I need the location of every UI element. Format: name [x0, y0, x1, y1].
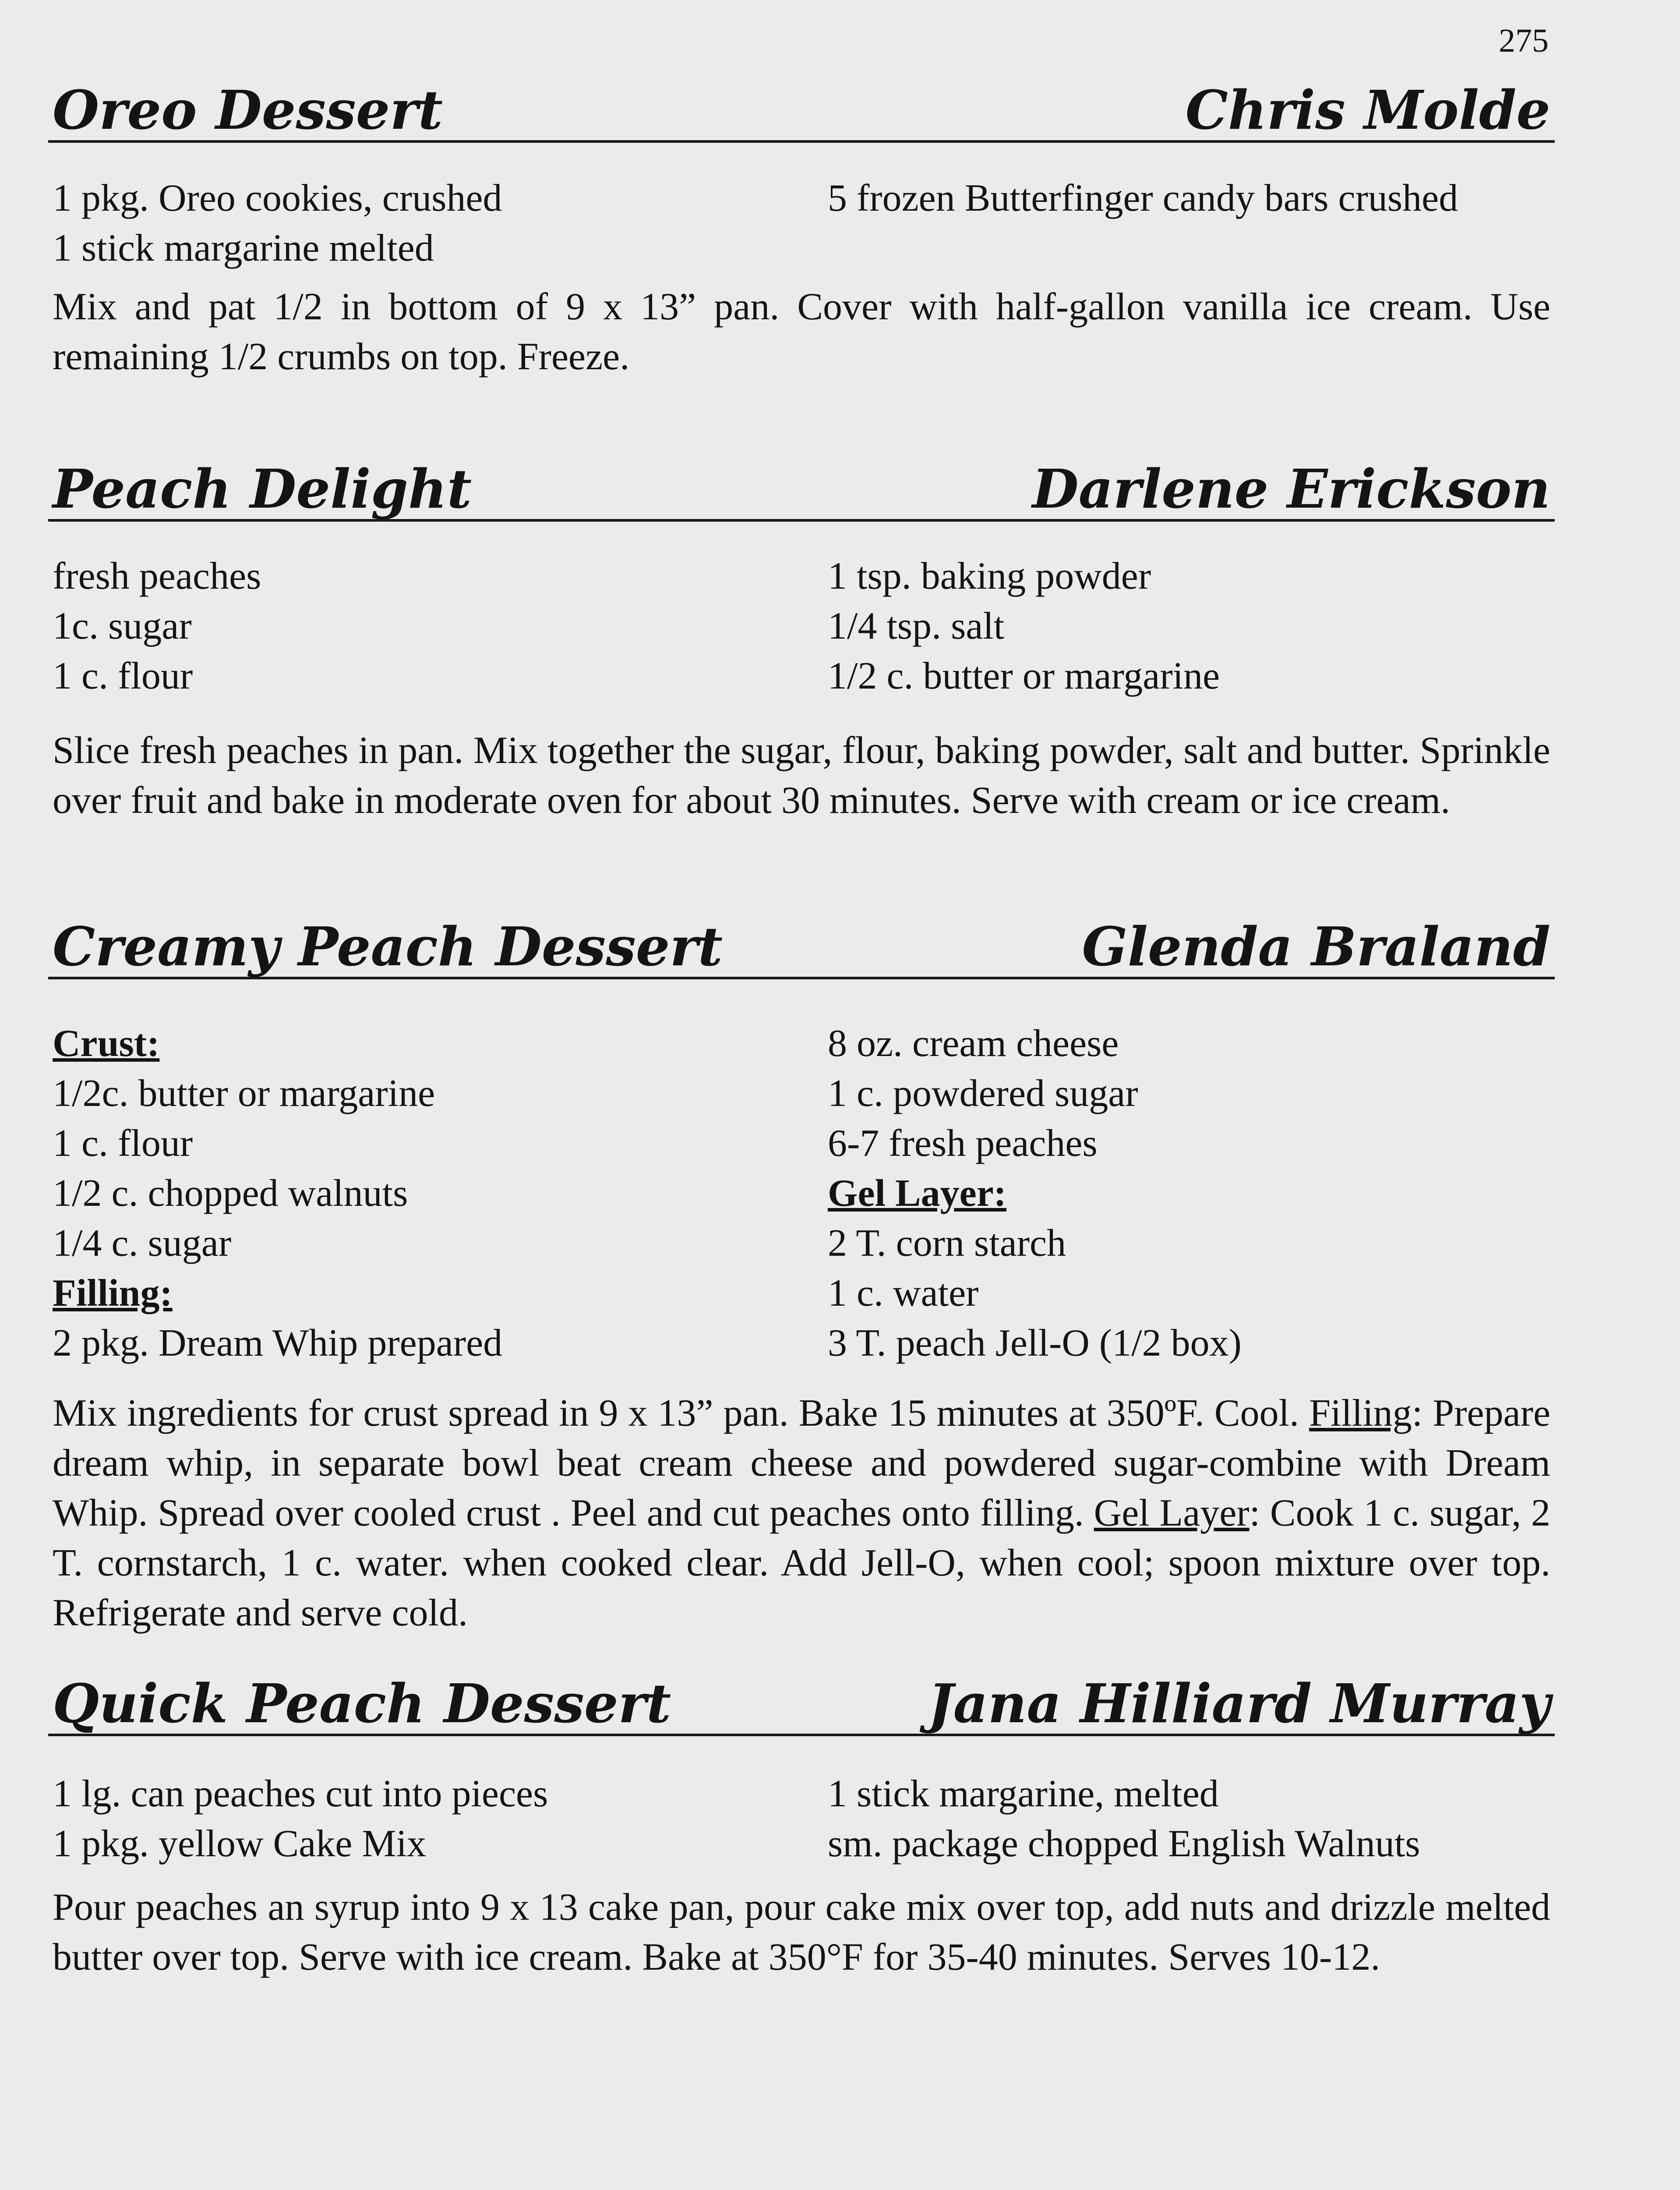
recipe-quick-peach-dessert — [48, 1668, 1555, 1978]
ingredient-item: 1 lg. can peaches cut into pieces — [53, 1773, 548, 1815]
recipe-oreo-dessert — [48, 74, 1555, 378]
recipe-directions: Slice fresh peaches in pan. Mix together the sugar, flour, baking powder, salt and butter. Sprinkle over fruit and bake in moderate oven for about 30 minutes. Serve with cream or ice cream. — [53, 729, 1550, 822]
ingredients-right — [828, 173, 1458, 223]
ingredient-item: 1c. sugar — [53, 605, 192, 647]
recipe-title: Peach Delight — [53, 457, 472, 520]
directions-part: Mix ingredients for crust spread in 9 x 13” pan. Bake 15 minutes at 350ºF. Cool. — [53, 1392, 1299, 1434]
gel-layer-label: Gel Layer — [1094, 1492, 1249, 1534]
ingredient-item: fresh peaches — [53, 555, 261, 597]
section-heading-crust: Crust: — [53, 1022, 160, 1065]
recipe-title: Oreo Dessert — [53, 78, 443, 141]
section-heading-gel-layer: Gel Layer: — [828, 1172, 1007, 1215]
ingredient-item: 1/2 c. chopped walnuts — [53, 1172, 408, 1215]
ingredient-item: 1 c. flour — [53, 1122, 193, 1165]
section-heading-filling: Filling: — [53, 1272, 173, 1314]
ingredient-item: 1/4 c. sugar — [53, 1222, 232, 1265]
ingredients-left — [53, 1769, 548, 1869]
ingredient-item: 1 stick margarine, melted — [828, 1773, 1219, 1815]
ingredients-left — [53, 173, 502, 273]
recipe-directions: Pour peaches an syrup into 9 x 13 cake pan, pour cake mix over top, add nuts and drizzle melted butter over top. Serve with ice cream. Bake at 350°F for 35-40 minutes. Serves 10-12. — [53, 1886, 1550, 1978]
ingredient-item: 1 c. water — [828, 1272, 979, 1314]
recipe-peach-delight — [48, 453, 1555, 822]
recipe-header — [48, 1668, 1555, 1736]
ingredient-item: 6-7 fresh peaches — [828, 1122, 1098, 1165]
recipe-directions: Mix and pat 1/2 in bottom of 9 x 13” pan. Cover with half-gallon vanilla ice cream. Use remaining 1/2 crumbs on top. Freeze. — [53, 286, 1550, 378]
ingredient-item: 1/4 tsp. salt — [828, 605, 1005, 647]
ingredient-item: 8 oz. cream cheese — [828, 1022, 1119, 1065]
ingredient-item: 1/2 c. butter or margarine — [828, 655, 1220, 697]
directions-part: : Cook 1 c. sugar, 2 T. cornstarch, 1 c. water. when cooked clear. Add Jell-O, when cool; spoon mixture over top. Refrigerate and serve cold. — [53, 1492, 1551, 1634]
ingredient-item: 1 stick margarine melted — [53, 227, 434, 269]
filling-label: Filling — [1309, 1392, 1412, 1434]
recipe-author: Chris Molde — [1185, 78, 1550, 141]
ingredients-left — [53, 551, 261, 701]
ingredient-item: 1/2c. butter or margarine — [53, 1072, 435, 1115]
ingredient-item: 2 pkg. Dream Whip prepared — [53, 1322, 503, 1364]
ingredients-right — [828, 1019, 1242, 1368]
directions-part: : Prepare dream whip, in separate bowl beat cream cheese and powdered sugar-combine with Dream Whip. Spread over cooled crust . Peel and cut peaches onto filling. — [53, 1392, 1550, 1534]
recipe-author: Jana Hilliard Murray — [928, 1672, 1550, 1735]
ingredient-item: 1 c. powdered sugar — [828, 1072, 1138, 1115]
ingredients-right — [828, 1769, 1420, 1869]
ingredient-item: 1 pkg. Oreo cookies, crushed — [53, 177, 502, 219]
page-number: 275 — [1499, 22, 1549, 59]
ingredients-right — [828, 551, 1220, 701]
ingredient-item: 1 tsp. baking powder — [828, 555, 1151, 597]
recipe-title: Quick Peach Dessert — [53, 1672, 671, 1735]
recipe-header — [48, 911, 1555, 979]
ingredient-item: 5 frozen Butterfinger candy bars crushed — [828, 177, 1458, 219]
recipe-creamy-peach-dessert — [48, 911, 1555, 1634]
ingredient-item: 1 pkg. yellow Cake Mix — [53, 1823, 427, 1865]
ingredient-item: 1 c. flour — [53, 655, 193, 697]
recipe-header — [48, 74, 1555, 143]
recipe-author: Glenda Braland — [1082, 915, 1550, 978]
recipe-title: Creamy Peach Dessert — [53, 915, 723, 978]
recipe-header — [48, 453, 1555, 522]
ingredient-item: 3 T. peach Jell-O (1/2 box) — [828, 1322, 1242, 1364]
recipe-directions — [53, 1388, 1550, 1638]
ingredients-left — [53, 1019, 502, 1368]
ingredient-item: 2 T. corn starch — [828, 1222, 1066, 1265]
recipe-author: Darlene Erickson — [1032, 457, 1550, 520]
ingredient-item: sm. package chopped English Walnuts — [828, 1823, 1420, 1865]
